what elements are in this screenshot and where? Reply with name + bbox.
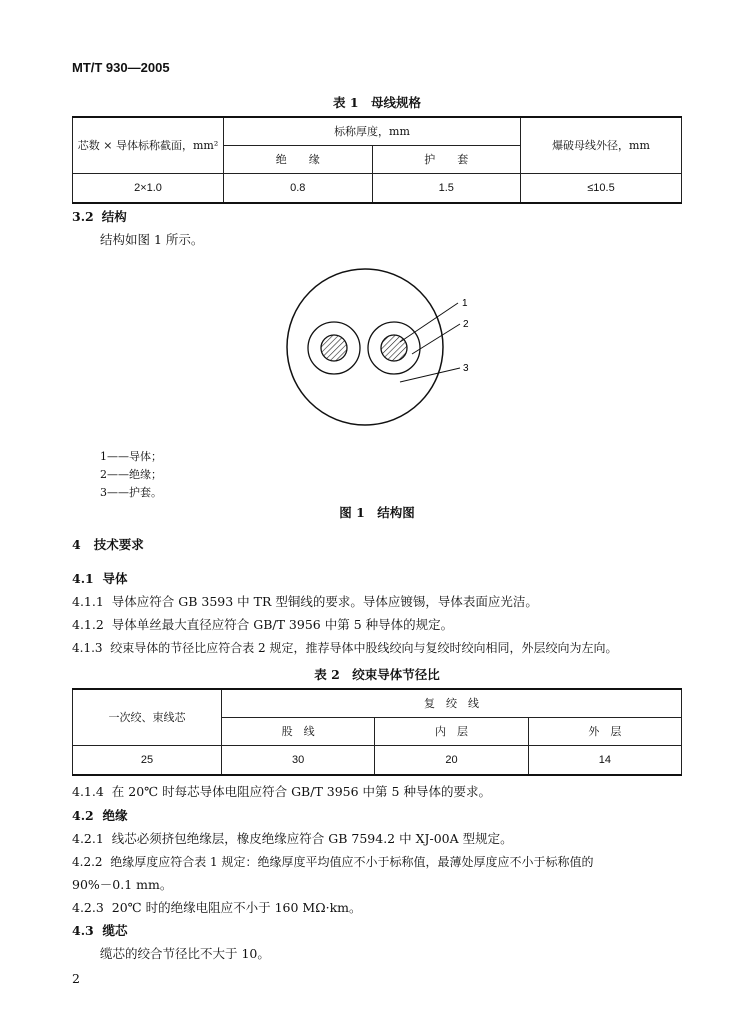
clause-text: 导体单丝最大直径应符合 GB/T 3956 中第 5 种导体的规定。	[111, 617, 454, 632]
table1-col1-header: 芯数 × 导体标称截面，mm²	[73, 117, 224, 173]
paragraph-4-2-2-continued: 90%－0.1 mm。	[72, 877, 173, 892]
clause-number: 4.2.2	[72, 855, 103, 869]
clause-text: 导体应符合 GB 3593 中 TR 型铜线的要求。导体应镀锡，导体表面应光洁。	[111, 594, 538, 609]
clause-number: 4.1.1	[72, 594, 104, 609]
section-4-2-heading	[72, 807, 127, 825]
standard-code: MT/T 930—2005	[72, 60, 170, 75]
table1-cell: ≤10.5	[521, 173, 682, 203]
table1-caption: 表 1 母线规格	[332, 95, 422, 110]
clause-number: 4.1.4	[72, 784, 104, 799]
leader-line-1	[400, 303, 458, 342]
clause-number: 4.2.3	[72, 900, 104, 915]
clause-text: 在 20℃ 时每芯导体电阻应符合 GB/T 3956 中第 5 种导体的要求。	[111, 784, 491, 799]
paragraph-4-1-3	[72, 639, 617, 657]
table-row	[73, 745, 682, 775]
leader-line-3	[400, 368, 460, 382]
clause-text: 20℃ 时的绝缘电阻应不小于 160 MΩ·km。	[111, 900, 362, 915]
section-4-heading	[72, 536, 144, 554]
section-number: 4.3	[72, 923, 94, 938]
clause-number: 4.2.1	[72, 831, 104, 846]
table2-cell: 14	[528, 745, 681, 775]
section-title: 缆芯	[102, 923, 128, 938]
table2	[72, 688, 682, 776]
conductor-right	[381, 335, 407, 361]
table1-sub2-header: 护 套	[372, 145, 521, 173]
clause-text: 线芯必须挤包绝缘层，橡皮绝缘应符合 GB 7594.2 中 XJ-00A 型规定。	[111, 831, 513, 846]
paragraph-4-2-2	[72, 853, 593, 871]
paragraph-4-1-1	[72, 593, 538, 611]
table2-sub-header: 股 线	[222, 717, 375, 745]
table1-group-header: 标称厚度，mm	[224, 117, 521, 145]
legend-item: 1——导体；	[100, 450, 162, 463]
section-4-1-heading	[72, 570, 127, 588]
callout-2: 2	[463, 319, 469, 330]
table-row	[73, 173, 682, 203]
paragraph-4-1-4	[72, 783, 491, 801]
section-number: 4.1	[72, 571, 94, 586]
legend-item: 3——护套。	[100, 486, 162, 499]
table2-cell: 25	[73, 745, 222, 775]
table2-group-header: 复 绞 线	[222, 689, 682, 717]
table2-sub-header: 外 层	[528, 717, 681, 745]
table2-caption: 表 2 绞束导体节径比	[314, 667, 440, 682]
paragraph-4-2-3	[72, 899, 362, 917]
section-title: 技术要求	[93, 537, 144, 552]
clause-text: 绝缘厚度应符合表 1 规定：绝缘厚度平均值应不小于标称值，最薄处厚度应不小于标称值的	[110, 855, 594, 869]
section-4-3-heading	[72, 922, 127, 940]
table2-sub-header: 内 层	[375, 717, 528, 745]
cable-cross-section-figure	[270, 262, 490, 442]
section-3-2-body: 结构如图 1 所示。	[100, 232, 204, 247]
clause-number: 4.1.2	[72, 617, 104, 632]
section-4-3-body: 缆芯的绞合节径比不大于 10。	[100, 946, 270, 961]
section-number: 4	[72, 537, 81, 552]
figure-legend	[100, 448, 162, 502]
table2-cell: 30	[222, 745, 375, 775]
section-number: 4.2	[72, 808, 94, 823]
table1-cell: 2×1.0	[73, 173, 224, 203]
section-number: 3.2	[72, 209, 94, 224]
callout-3: 3	[463, 363, 469, 374]
table1-cell: 1.5	[372, 173, 521, 203]
clause-number: 4.1.3	[72, 641, 103, 655]
figure1-caption: 图 1 结构图	[339, 505, 415, 520]
legend-item: 2——绝缘；	[100, 468, 162, 481]
conductor-left	[321, 335, 347, 361]
page-number: 2	[72, 971, 80, 986]
table2-cell: 20	[375, 745, 528, 775]
paragraph-4-2-1	[72, 830, 513, 848]
paragraph-4-1-2	[72, 616, 453, 634]
section-3-2-heading	[72, 208, 127, 226]
callout-1: 1	[462, 298, 468, 309]
table2-col1-header: 一次绞、束线芯	[73, 689, 222, 745]
section-title: 结构	[101, 209, 127, 224]
section-title: 导体	[102, 571, 128, 586]
table1-cell: 0.8	[224, 173, 373, 203]
section-title: 绝缘	[102, 808, 128, 823]
table1	[72, 116, 682, 204]
clause-text: 绞束导体的节径比应符合表 2 规定，推荐导体中股线绞向与复绞时绞向相同，外层绞向为左向。	[110, 641, 618, 655]
table1-sub1-header: 绝 缘	[224, 145, 373, 173]
table1-col4-header: 爆破母线外径，mm	[521, 117, 682, 173]
